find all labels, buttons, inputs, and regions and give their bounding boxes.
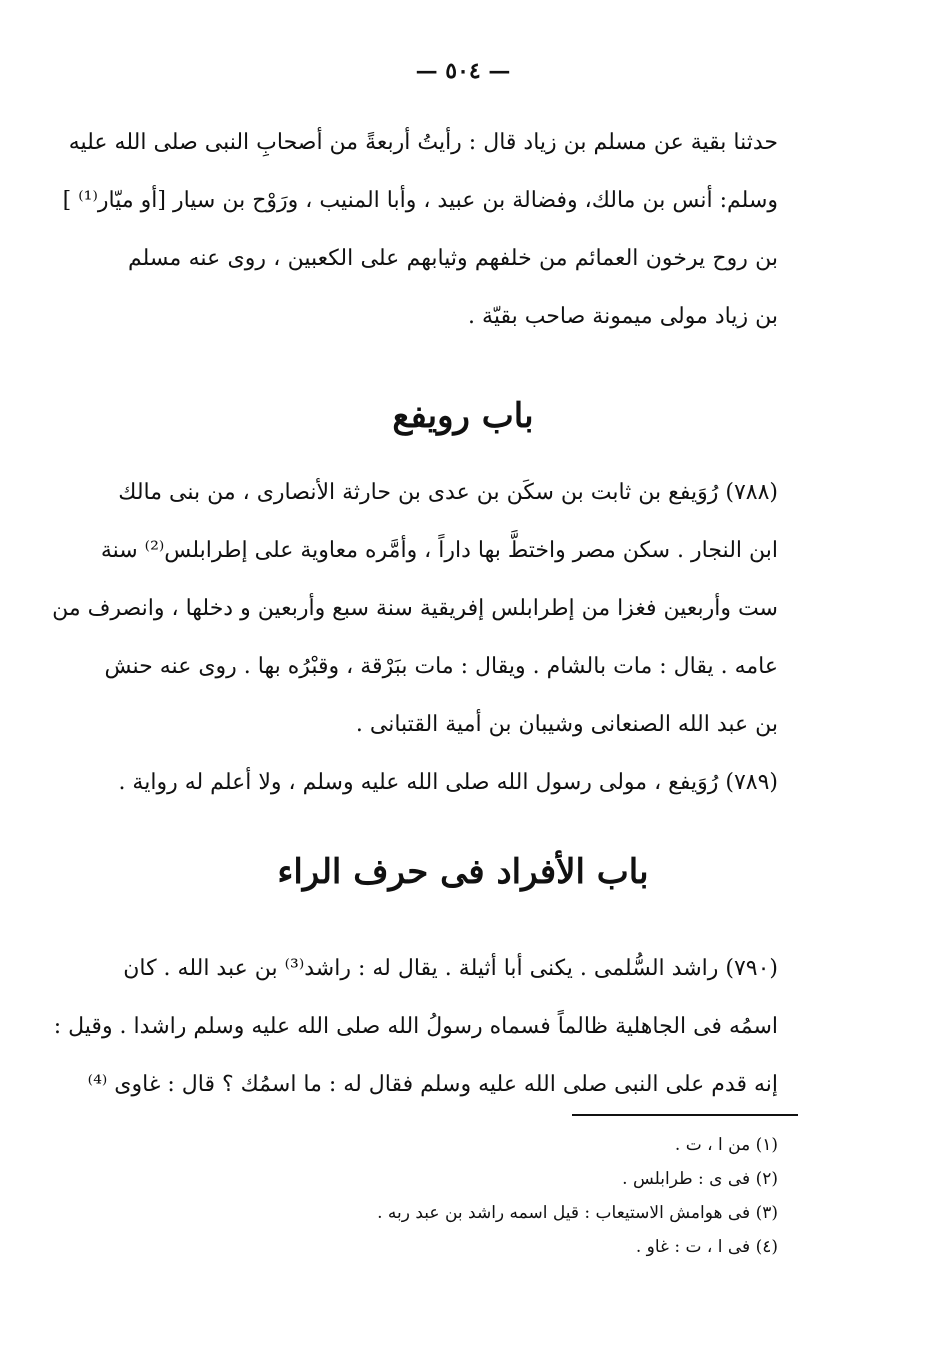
text-line: اسمُه فى الجاهلية ظالماً فسماه رسولُ الله صلى الله عليه وسلم راشدا . وقيل : [53, 1014, 778, 1039]
text-line: (٧٩٠) راشد السُّلمى . يكنى أبا أثيلة . يقال له : راشد⁽³⁾ بن عبد الله . كان [123, 956, 778, 981]
text-line: (٧٨٨) رُوَيفع بن ثابت بن سكَن بن عدى بن حارثة الأنصارى ، من بنى مالك [118, 480, 778, 505]
footnote-item: (٣) فى هوامش الاستيعاب : قيل اسمه راشد بن عبد ربه . [377, 1203, 778, 1223]
footnote-item: (٢) فى ى : طرابلس . [622, 1169, 778, 1189]
page-number: — ٥٠٤ — [415, 58, 511, 84]
section-heading-afrad-ra: باب الأفراد فى حرف الراء [277, 852, 649, 892]
paragraph-entry-790 [53, 940, 778, 1114]
text-line: إنه قدم على النبى صلى الله عليه وسلم فقال له : ما اسمُك ؟ قال : غاوى ⁽⁴⁾ [87, 1072, 778, 1097]
footnotes [300, 1128, 778, 1264]
footnote-divider [572, 1114, 798, 1116]
text-line: ست وأربعين فغزا من إطرابلس إفريقية سنة سبع وأربعين و دخلها ، وانصرف من [52, 596, 778, 621]
text-line: ابن النجار . سكن مصر واختطَّ بها داراً ، وأمَّره معاوية على إطرابلس⁽²⁾ سنة [100, 538, 778, 563]
text-line: حدثنا بقية عن مسلم بن زياد قال : رأيتُ أربعةً من أصحابِ النبى صلى الله عليه [68, 130, 778, 155]
text-line: وسلم: أنس بن مالك، وفضالة بن عبيد ، وأبا المنيب ، ورَوْح بن سيار [أو ميّار⁽¹⁾ ] [62, 188, 778, 213]
paragraph-entry-788 [52, 464, 778, 812]
footnote-item: (٤) فى ا ، ت : غاو . [635, 1237, 778, 1257]
text-line: بن روح يرخون العمائم من خلفهم وثيابهم على الكعبين ، روى عنه مسلم [128, 246, 778, 271]
section-heading-ruwayfi: باب رويفع [392, 396, 534, 436]
footnote-item: (١) من ا ، ت . [674, 1135, 778, 1155]
text-line: بن عبد الله الصنعانى وشيبان بن أمية القتبانى . [355, 712, 778, 737]
paragraph-hadith-baqiyya [62, 114, 778, 346]
text-line: عامه . يقال : مات بالشام . ويقال : مات ببَرْقة ، وقبْرُه بها . روى عنه حنش [104, 654, 778, 679]
paragraph-entry-789: (٧٨٩) رُوَيفع ، مولى رسول الله صلى الله عليه وسلم ، ولا أعلم له رواية . [118, 770, 778, 795]
text-line: بن زياد مولى ميمونة صاحب بقيّة . [468, 304, 778, 329]
